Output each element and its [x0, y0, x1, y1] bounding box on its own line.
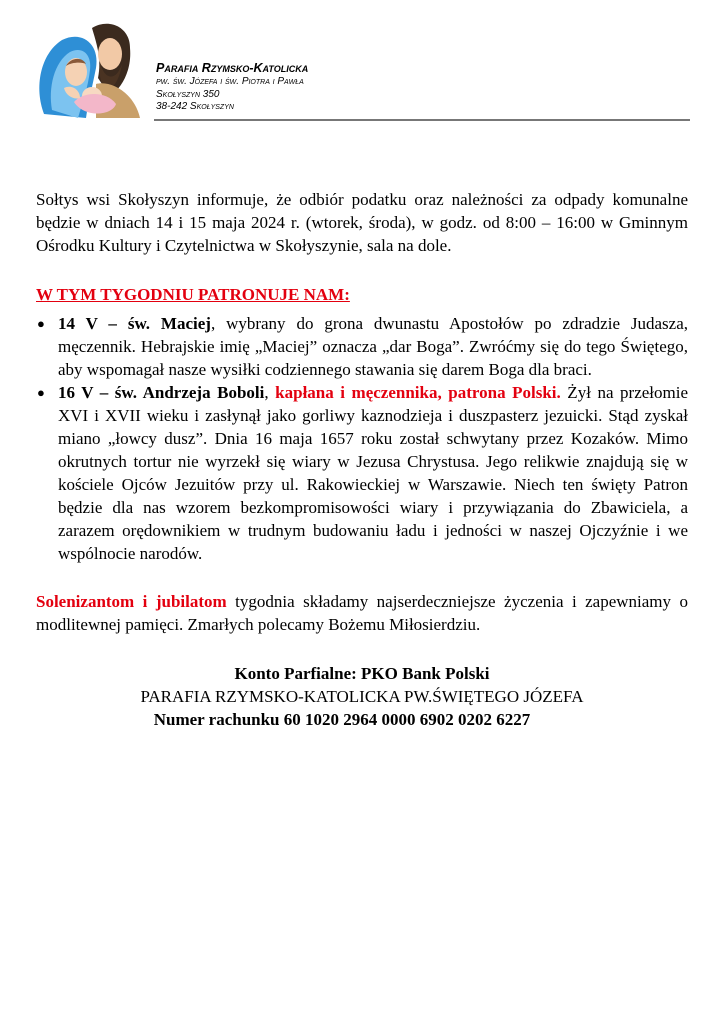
account-number: Numer rachunku 60 1020 2964 0000 6902 0202 6227: [153, 710, 531, 729]
patron-item-bobola: [36, 381, 688, 565]
patron-title: 16 V – św. Andrzeja Boboli: [58, 383, 265, 402]
bullet-icon: ●: [37, 316, 45, 331]
bullet-icon: ●: [37, 385, 45, 400]
wishes-paragraph: [36, 590, 688, 636]
account-holder: PARAFIA RZYMSKO-KATOLICKA PW.ŚWIĘTEGO JÓZEFA: [140, 687, 584, 706]
patron-description: , wybrany do grona dwunastu Apostołów po zdradzie Judasza, męczennik. Hebrajskie imię „Maciej” oznacza „dar Boga”. Zwróćmy się do tego Świętego, aby wspomagał nasze wysiłki codziennego stawania się darem Boga dla braci.: [58, 314, 688, 379]
patrons-heading: W TYM TYGODNIU PATRONUJE NAM:: [36, 285, 350, 304]
bank-account-block: [36, 662, 688, 731]
announcements-body: [36, 188, 688, 731]
patron-item-maciej: [36, 312, 688, 381]
parish-address: Skołyszyn 350: [156, 88, 220, 100]
parish-postal-code: 38-242 Skołyszyn: [156, 101, 234, 112]
wishes-text: tygodnia składamy najserdeczniejsze życzenia i zapewniamy o modlitewnej pamięci. Zmarłych polecamy Bożemu Miłosierdziu.: [36, 592, 688, 634]
header-divider: [154, 119, 690, 121]
patron-highlight: kapłana i męczennika, patrona Polski.: [275, 383, 561, 402]
holy-family-logo: [30, 18, 148, 120]
tax-notice-paragraph: Sołtys wsi Skołyszyn informuje, że odbiór podatku oraz należności za odpady komunalne będzie w dniach 14 i 15 maja 2024 r. (wtorek, środa), w godz. od 8:00 – 16:00 w Gminnym Ośrodku Kultury i Czytelnictwa w Skołyszynie, sala na dole.: [36, 190, 688, 255]
patron-title: 14 V – św. Maciej: [58, 314, 211, 333]
wishes-highlight: Solenizantom i jubilatom: [36, 592, 227, 611]
parish-header: [156, 61, 686, 114]
bank-name: Konto Parfialne: PKO Bank Polski: [234, 664, 490, 683]
patron-description: Żył na przełomie XVI i XVII wieku i zasłynął jako gorliwy kaznodzieja i duszpasterz jezuicki. Stąd zyskał miano „łowcy dusz”. Dnia 16 maja 1657 roku został schwytany przez Kozaków. Mimo okrutnych tortur nie wyrzekł się wiary w Jezusa Chrystusa. Jego relikwie znajdują się w kościele Ojców Jezuitów przy ul. Rakowieckiej w Warszawie. Niech ten święty Patron będzie dla nas wzorem bezkompromisowości wiary i przywiązania do Zbawiciela, a zarazem orędownikiem w trudnym budowaniu ładu i jedności w naszej Ojczyźnie i we wspólnocie narodów.: [58, 383, 689, 563]
patron-separator: ,: [264, 383, 276, 402]
patrons-list: [36, 312, 688, 565]
parish-name: Parafia Rzymsko-Katolicka: [156, 61, 309, 75]
parish-patrons: pw. św. Józefa i św. Piotra i Pawła: [156, 76, 304, 87]
